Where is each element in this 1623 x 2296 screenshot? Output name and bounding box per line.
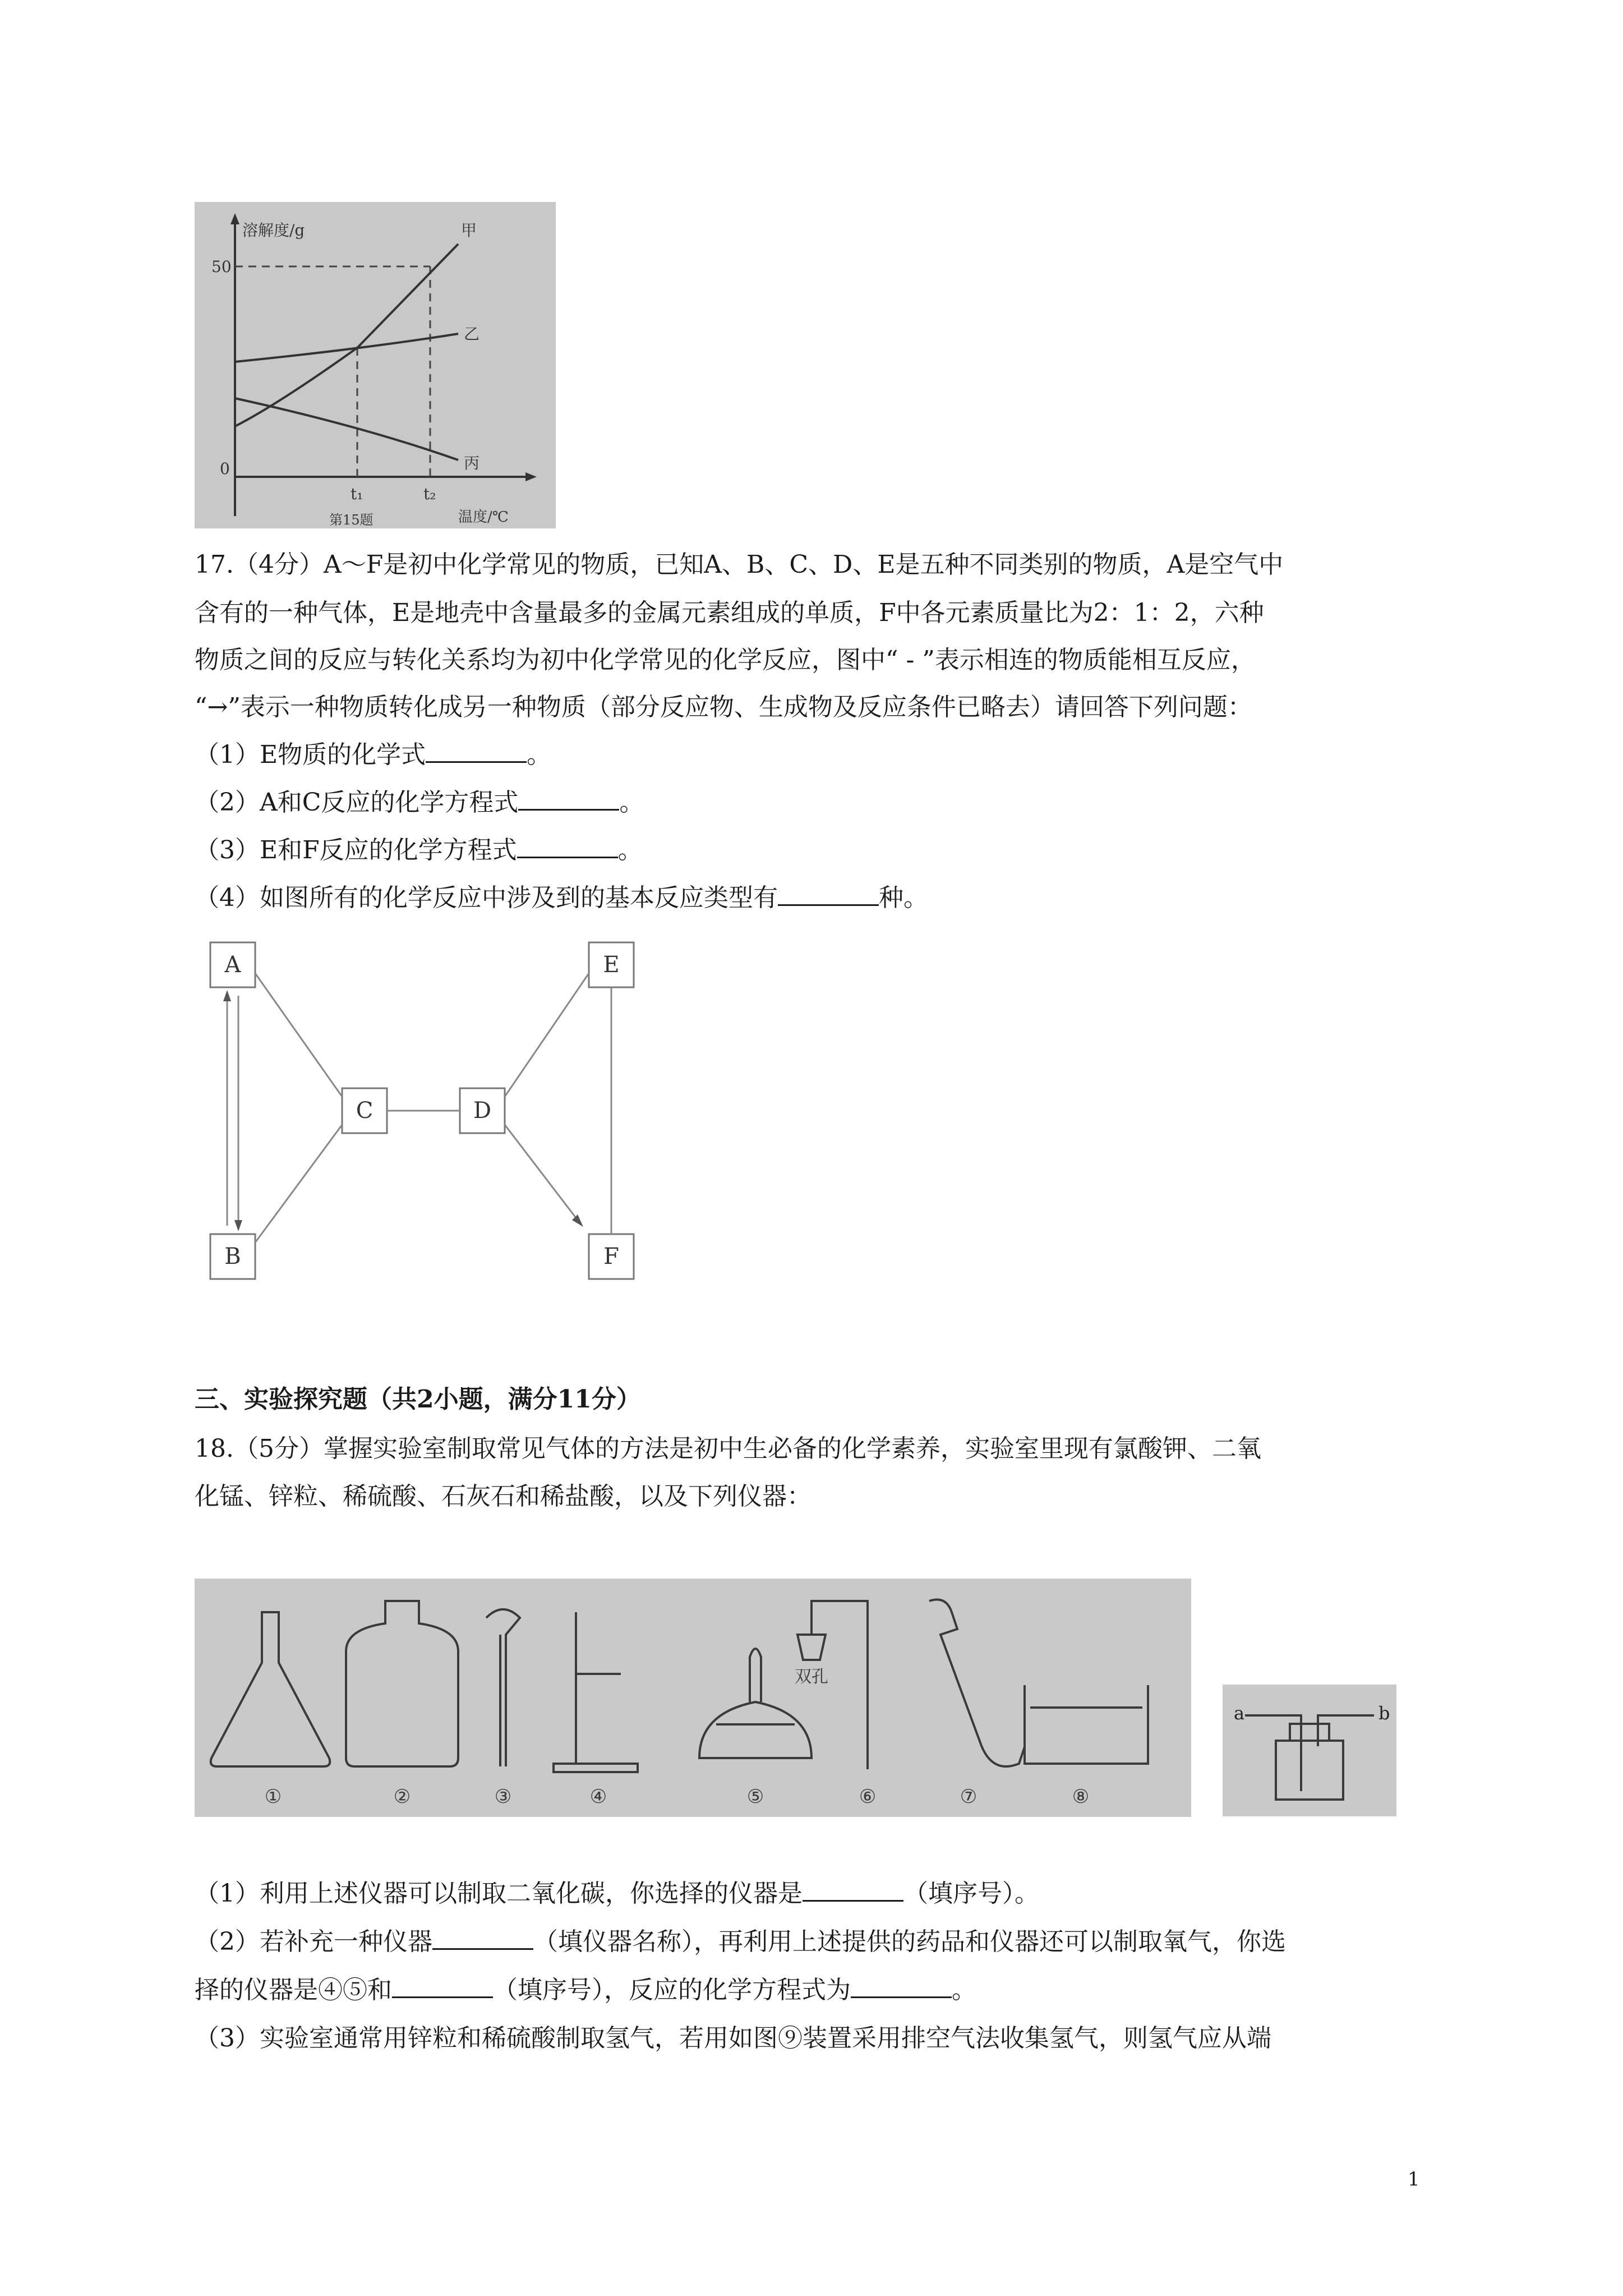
q17-sub4 (195, 881, 928, 915)
q17-relation-diagram (208, 940, 667, 1287)
x-tick-t2: t₂ (423, 485, 436, 503)
q18-sub1 (195, 1877, 1039, 1911)
y-axis-label: 溶解度/g (242, 221, 305, 240)
port-a: a (1234, 1703, 1245, 1724)
apparatus-label-4: ④ (589, 1786, 607, 1808)
q18-sub2b-mid: （填序号），反应的化学方程式为 (493, 1976, 851, 2004)
q18-sub2-line1 (195, 1925, 1286, 1959)
solubility-chart-svg (195, 202, 556, 528)
q17-sub2-blank[interactable] (518, 786, 619, 811)
q17-sub3 (195, 834, 643, 867)
solubility-chart (195, 202, 556, 528)
q18-sub1-text: （1）利用上述仪器可以制取二氧化碳，你选择的仪器是 (195, 1879, 803, 1908)
q18-line-2: 化锰、锌粒、稀硫酸、石灰石和稀盐酸，以及下列仪器： (195, 1482, 811, 1511)
apparatus-note-double-hole: 双孔 (795, 1667, 828, 1687)
q18-sub2b-end: 。 (952, 1976, 976, 2004)
apparatus-label-1: ① (264, 1786, 282, 1808)
q17-line-2: 含有的一种气体，E是地壳中含量最多的金属元素组成的单质，F中各元素质量比为2：1：2，六种 (195, 599, 1264, 627)
q17-sub1-blank[interactable] (426, 739, 527, 763)
q18-sub1-blank[interactable] (803, 1878, 903, 1902)
origin-label: 0 (220, 459, 230, 478)
q17-line-3: 物质之间的反应与转化关系均为初中化学常见的化学反应，图中“ - ”表示相连的物质能相互反应， (195, 646, 1256, 674)
section3-heading: 三、实验探究题（共2小题，满分11分） (195, 1385, 641, 1414)
q18-sub2-cont: （填仪器名称），再利用上述提供的药品和仪器还可以制取氧气，你选 (533, 1927, 1286, 1956)
apparatus-label-3: ③ (494, 1786, 512, 1808)
node-b: B (224, 1244, 241, 1269)
gas-bottle-svg (1223, 1685, 1396, 1816)
apparatus-label-2: ② (393, 1786, 411, 1808)
q17-sub3-text: （3）E和F反应的化学方程式 (195, 836, 517, 864)
q17-sub4-blank[interactable] (778, 882, 879, 906)
q18-sub2b-text: 择的仪器是④⑤和 (195, 1976, 392, 2004)
caption-fragment: 第15题 (329, 512, 374, 528)
q17-line-1: 17.（4分）A～F是初中化学常见的物质，已知A、B、C、D、E是五种不同类别的物质，A是空气中 (195, 550, 1284, 579)
q18-sub2-blank-numbers[interactable] (392, 1974, 493, 1998)
q17-sub3-end: 。 (617, 836, 643, 864)
q17-sub2-text: （2）A和C反应的化学方程式 (195, 788, 519, 817)
apparatus-photo (195, 1579, 1191, 1817)
q17-sub4-end: 种。 (879, 884, 928, 912)
x-tick-t1: t₁ (351, 485, 363, 503)
q18-sub2-line2 (195, 1973, 976, 2007)
gas-bottle-photo (1223, 1685, 1396, 1816)
q18-sub2-blank-equation[interactable] (851, 1974, 952, 1998)
q17-sub4-text: （4）如图所有的化学反应中涉及到的基本反应类型有 (195, 884, 778, 912)
q17-relation-diagram-svg (208, 940, 667, 1287)
q17-line-4: “→”表示一种物质转化成另一种物质（部分反应物、生成物及反应条件已略去）请回答下列问题： (195, 693, 1252, 721)
y-tick-50: 50 (211, 257, 232, 276)
curve-label-bing: 丙 (464, 454, 480, 472)
q18-sub1-end: （填序号）。 (903, 1879, 1039, 1908)
q18-sub2-blank-instrument[interactable] (432, 1926, 533, 1950)
apparatus-label-5: ⑤ (746, 1786, 764, 1808)
node-d: D (473, 1098, 492, 1124)
node-c: C (356, 1098, 374, 1124)
apparatus-svg (195, 1579, 1191, 1817)
q17-sub2 (195, 786, 644, 820)
q18-sub2-text: （2）若补充一种仪器 (195, 1927, 432, 1956)
curve-label-yi: 乙 (464, 325, 480, 343)
apparatus-label-6: ⑥ (859, 1786, 877, 1808)
port-b: b (1378, 1703, 1390, 1724)
curve-label-jia: 甲 (461, 221, 477, 240)
node-f: F (603, 1244, 619, 1269)
apparatus-label-7: ⑦ (960, 1786, 978, 1808)
node-a: A (224, 952, 241, 978)
node-e: E (603, 952, 620, 978)
q17-sub3-blank[interactable] (517, 834, 618, 858)
q17-sub1-text: （1）E物质的化学式 (195, 740, 426, 769)
apparatus-label-8: ⑧ (1072, 1786, 1090, 1808)
q18-sub3: （3）实验室通常用锌粒和稀硫酸制取氢气，若用如图⑨装置采用排空气法收集氢气，则氢气应从端 (195, 2024, 1271, 2053)
q18-line-1: 18.（5分）掌握实验室制取常见气体的方法是初中生必备的化学素养，实验室里现有氯酸钾、二氧 (195, 1434, 1261, 1463)
q17-sub2-end: 。 (619, 788, 644, 817)
q17-sub1 (195, 738, 551, 772)
q17-sub1-end: 。 (527, 740, 552, 769)
x-axis-label: 温度/℃ (458, 509, 509, 526)
page-number: 1 (1408, 2168, 1420, 2191)
